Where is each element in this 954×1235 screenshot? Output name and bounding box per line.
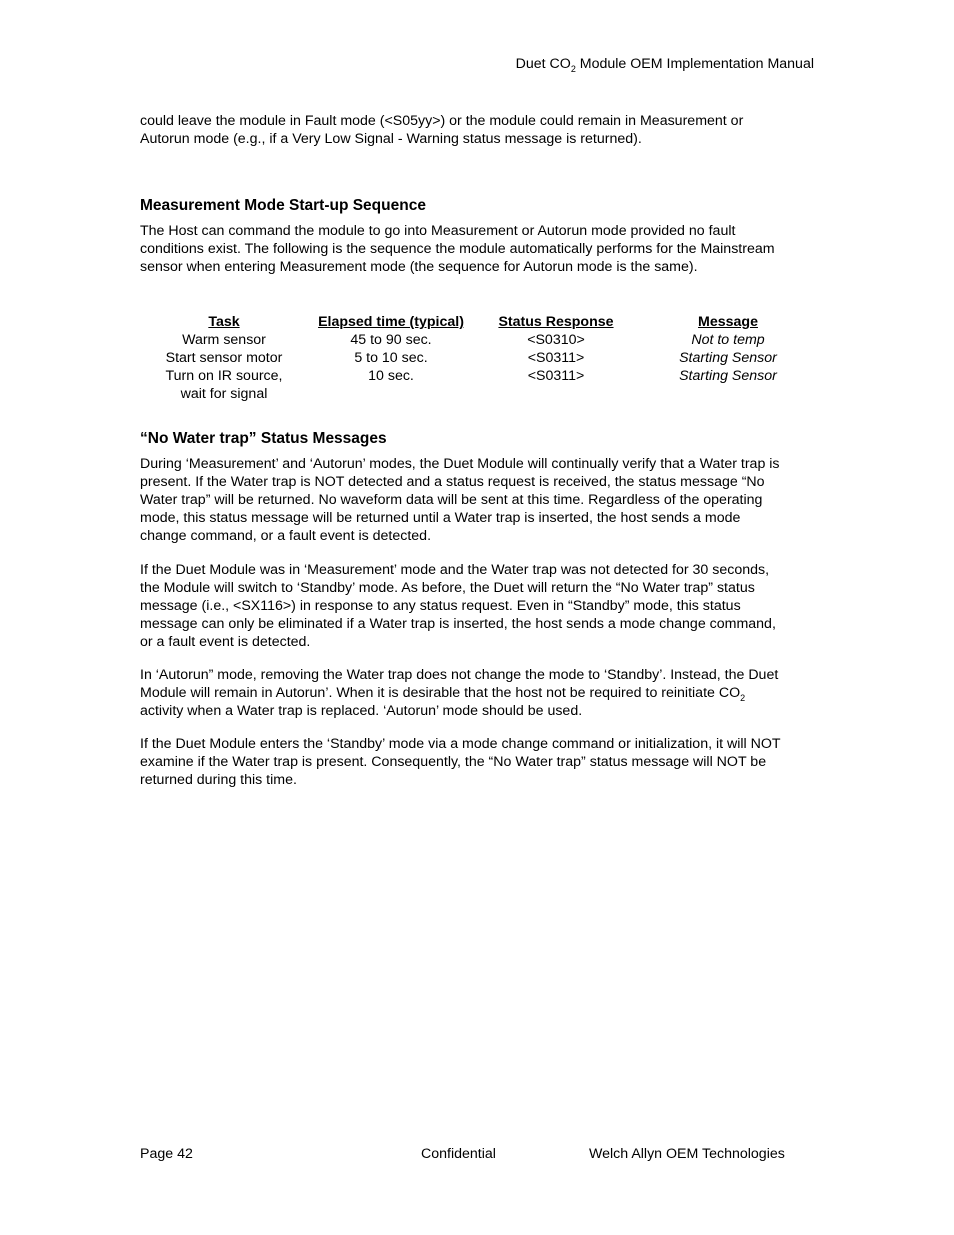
cell-task: Start sensor motor bbox=[165, 350, 283, 366]
startup-paragraph bbox=[140, 222, 812, 276]
header-title-rest: Module OEM Implementation Manual bbox=[575, 56, 814, 72]
startup-table bbox=[140, 313, 812, 403]
text-line: The Host can command the module to go into Measurement or Autorun mode provided no fault bbox=[140, 223, 736, 239]
footer-company: Welch Allyn OEM Technologies bbox=[589, 1146, 785, 1162]
text-line: sensor when entering Measurement mode (the sequence for Autorun mode is the same). bbox=[140, 259, 698, 275]
table-row bbox=[140, 331, 812, 349]
col-header-time: Elapsed time (typical) bbox=[318, 314, 464, 330]
footer-page-number: Page 42 bbox=[140, 1146, 193, 1162]
cell-task-continuation: wait for signal bbox=[180, 386, 268, 402]
cell-status: <S0310> bbox=[527, 332, 585, 348]
intro-paragraph bbox=[140, 112, 812, 148]
text-line: or a fault event is detected. bbox=[140, 634, 311, 650]
text-line: mode, this status message will be returned until a Water trap is inserted, the host sends a mode bbox=[140, 510, 741, 526]
cell-time: 45 to 90 sec. bbox=[350, 332, 432, 348]
co2-subscript: 2 bbox=[740, 692, 746, 703]
table-row-continuation bbox=[140, 385, 812, 403]
section-heading-startup: Measurement Mode Start-up Sequence bbox=[140, 197, 426, 214]
text-span: Module will remain in Autorun’. When it is desirable that the host not be required to reinitiate CO bbox=[140, 685, 741, 701]
water-trap-paragraph-2 bbox=[140, 561, 812, 651]
text-line: During ‘Measurement’ and ‘Autorun’ modes, the Duet Module will continually verify that a Water trap is bbox=[140, 456, 780, 472]
running-header bbox=[516, 55, 814, 73]
text-line: change command, or a fault event is detected. bbox=[140, 528, 432, 544]
text-line: message can only be eliminated if a Water trap is inserted, the host sends a mode change command, bbox=[140, 616, 776, 632]
text-line bbox=[140, 684, 812, 702]
cell-message: Not to temp bbox=[691, 332, 765, 348]
text-line: activity when a Water trap is replaced. ‘Autorun’ mode should be used. bbox=[140, 703, 583, 719]
text-line: conditions exist. The following is the sequence the module automatically performs for the Mainstream bbox=[140, 241, 775, 257]
cell-task: Warm sensor bbox=[182, 332, 266, 348]
cell-time: 10 sec. bbox=[368, 368, 414, 384]
cell-task: Turn on IR source, bbox=[165, 368, 283, 384]
col-header-message: Message bbox=[698, 314, 758, 330]
text-line: If the Duet Module was in ‘Measurement’ mode and the Water trap was not detected for 30 seconds, bbox=[140, 562, 770, 578]
text-line: returned during this time. bbox=[140, 772, 297, 788]
cell-status: <S0311> bbox=[527, 350, 585, 366]
text-line: message (i.e., <SX116>) in response to any status request. Even in “Standby” mode, this status bbox=[140, 598, 741, 614]
table-header-row bbox=[140, 313, 812, 331]
col-header-status: Status Response bbox=[498, 314, 614, 330]
col-header-task: Task bbox=[208, 314, 240, 330]
footer-confidential: Confidential bbox=[421, 1146, 496, 1162]
cell-message: Starting Sensor bbox=[679, 350, 777, 366]
text-line: present. If the Water trap is NOT detected and a status request is received, the status message “No bbox=[140, 474, 765, 490]
text-line: Autorun mode (e.g., if a Very Low Signal - Warning status message is returned). bbox=[140, 131, 642, 147]
header-subscript: 2 bbox=[570, 63, 576, 74]
section-heading-water-trap: “No Water trap” Status Messages bbox=[140, 430, 387, 447]
text-line: could leave the module in Fault mode (<S05yy>) or the module could remain in Measurement or bbox=[140, 113, 744, 129]
header-title: Duet CO bbox=[515, 56, 571, 72]
water-trap-paragraph-1 bbox=[140, 455, 812, 545]
cell-status: <S0311> bbox=[527, 368, 585, 384]
text-line: the Module will switch to ‘Standby’ mode. As before, the Duet will return the “No Water trap” status bbox=[140, 580, 755, 596]
water-trap-paragraph-4 bbox=[140, 735, 812, 789]
text-line: examine if the Water trap is present. Consequently, the “No Water trap” status message will NOT be bbox=[140, 754, 767, 770]
cell-time: 5 to 10 sec. bbox=[354, 350, 428, 366]
table-row bbox=[140, 349, 812, 367]
cell-message: Starting Sensor bbox=[679, 368, 777, 384]
text-line: In ‘Autorun” mode, removing the Water trap does not change the mode to ‘Standby’. Instead, the Duet bbox=[140, 667, 779, 683]
text-line: If the Duet Module enters the ‘Standby’ mode via a mode change command or initialization, it will NOT bbox=[140, 736, 781, 752]
text-line: Water trap” will be returned. No waveform data will be sent at this time. Regardless of the operating bbox=[140, 492, 763, 508]
table-row bbox=[140, 367, 812, 385]
water-trap-paragraph-3 bbox=[140, 666, 812, 720]
